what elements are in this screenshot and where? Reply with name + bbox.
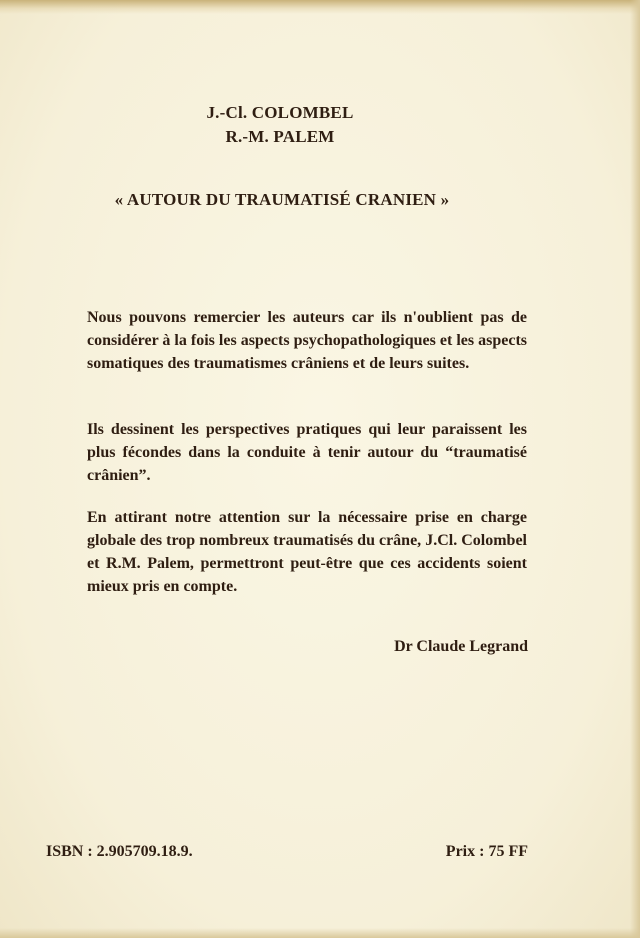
isbn-number: ISBN : 2.905709.18.9. bbox=[46, 843, 193, 860]
blurb-paragraph-1: Nous pouvons remercier les auteurs car ils n'oublient pas de considérer à la fois les aspects psychopathologiques et les aspects somatiques des traumatismes crâniens et de leurs suites. bbox=[87, 309, 527, 372]
book-title: « AUTOUR DU TRAUMATISÉ CRANIEN » bbox=[114, 190, 450, 209]
blurb-paragraph-2: Ils dessinent les perspectives pratiques qui leur paraissent les plus fécondes dans la conduite à tenir autour du “traumatisé crânien”. bbox=[87, 421, 527, 484]
paper-edge-bottom bbox=[0, 928, 640, 938]
author-name-2: R.-M. PALEM bbox=[225, 127, 335, 146]
author-name-1: J.-Cl. COLOMBEL bbox=[206, 103, 354, 122]
price-label: Prix : 75 FF bbox=[445, 843, 528, 860]
paper-edge-right bbox=[630, 0, 640, 938]
signature: Dr Claude Legrand bbox=[394, 638, 528, 655]
blurb-paragraph-3: En attirant notre attention sur la nécessaire prise en charge globale des trop nombreux traumatisés du crâne, J.Cl. Colombel et R.M. Palem, permettront peut-être que ces accidents soient mieux pris en compte. bbox=[87, 509, 527, 595]
paper-edge-top bbox=[0, 0, 640, 14]
